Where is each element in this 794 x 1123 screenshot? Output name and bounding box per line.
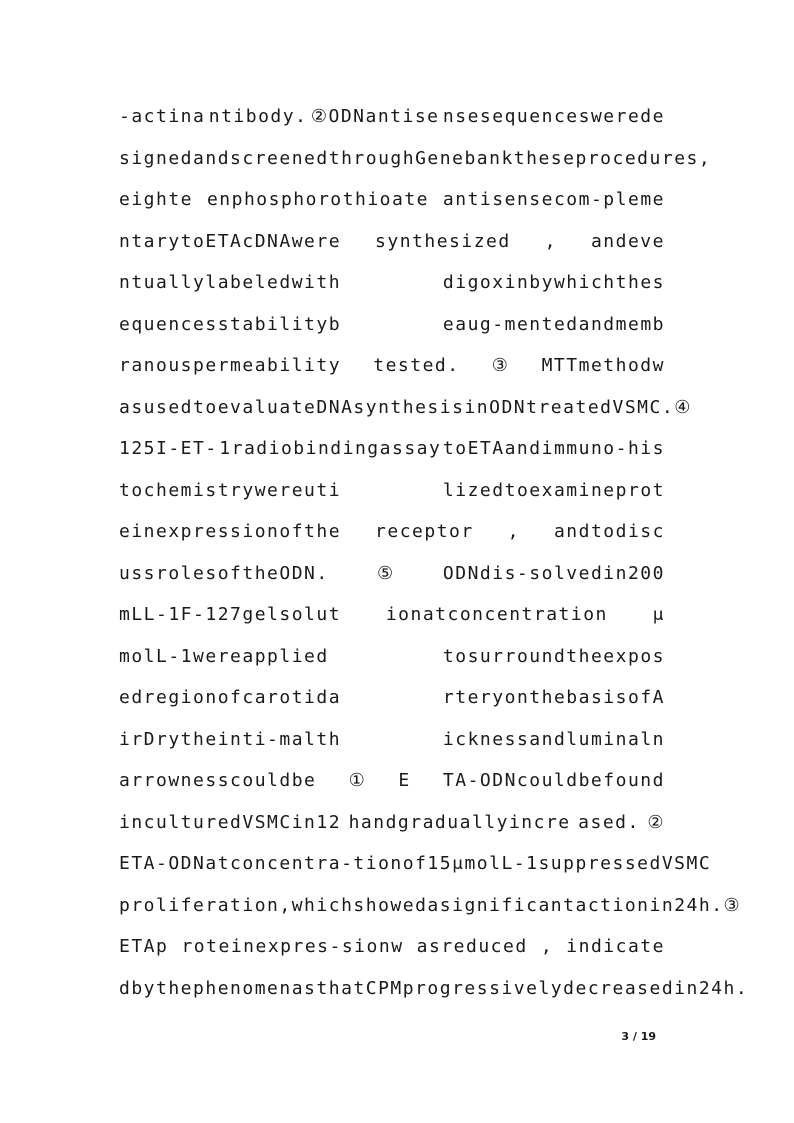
text-segment: irDrytheinti-malth xyxy=(119,728,342,750)
text-segment: receptor xyxy=(375,521,474,543)
text-segment: ④ xyxy=(674,396,692,418)
text-segment: tosurroundtheexpos xyxy=(442,645,665,667)
text-segment: ③ xyxy=(491,355,510,377)
text-segment: inculturedVSMCin12 xyxy=(119,811,342,833)
text-segment: ③ xyxy=(723,894,742,916)
text-segment: tactionin24h. xyxy=(563,894,724,916)
text-segment: molL-1wereapplied xyxy=(119,645,329,667)
text-line xyxy=(119,470,665,512)
text-segment: tested. xyxy=(373,355,460,377)
text-segment: ① xyxy=(348,770,367,792)
text-segment: mLL-1F-127gelsolut xyxy=(119,604,342,626)
text-line xyxy=(119,968,749,1010)
text-segment: eaug-mentedandmemb xyxy=(442,313,665,335)
text-segment: , xyxy=(544,230,558,252)
text-segment: eighte xyxy=(119,189,194,211)
text-line xyxy=(119,96,665,138)
text-segment: TA-ODNcouldbefound xyxy=(442,770,665,792)
page-number: 3 / 19 xyxy=(621,1030,656,1043)
text-segment: arrownesscouldbe xyxy=(119,770,317,792)
text-line xyxy=(119,304,665,346)
text-segment: lizedtoexamineprot xyxy=(442,479,665,501)
text-segment: 1radiobindingassay xyxy=(219,438,442,460)
text-segment: hroughGenebankthes xyxy=(341,147,564,169)
text-segment: roteinexpres-sionw xyxy=(181,936,404,958)
text-line xyxy=(119,802,665,844)
text-segment: ranouspermeability xyxy=(119,355,342,377)
text-segment: ased. xyxy=(578,811,640,833)
text-line xyxy=(119,719,665,761)
text-segment: , xyxy=(698,147,712,169)
text-segment: hshowedasignifican xyxy=(341,894,564,916)
text-line xyxy=(119,387,692,429)
text-segment: ETAp xyxy=(119,936,169,958)
text-segment: decreasedin24h. xyxy=(563,977,749,999)
text-segment: ⑤ xyxy=(377,562,395,584)
text-segment: ntarytoETAcDNAwere xyxy=(119,230,342,252)
text-segment: synthesized xyxy=(375,230,511,252)
text-segment: andeve xyxy=(590,230,665,252)
text-line xyxy=(119,262,665,304)
text-segment: equencesstabilityb xyxy=(119,313,342,335)
text-segment: ntibody. xyxy=(208,106,308,128)
text-segment: indicate xyxy=(566,936,665,958)
text-segment: , xyxy=(507,521,520,543)
text-line xyxy=(119,760,665,802)
text-line xyxy=(119,677,665,719)
text-line xyxy=(119,926,665,968)
text-segment: signedandscreenedt xyxy=(119,147,342,169)
text-segment: lL-1suppressedVSMC xyxy=(489,853,712,875)
text-line xyxy=(119,636,665,678)
text-segment: toETAandimmuno-his xyxy=(442,438,665,460)
text-line xyxy=(119,511,665,553)
text-segment: , xyxy=(540,936,554,958)
text-segment: ②ODNantise xyxy=(310,106,440,128)
text-segment: edregionofcarotida xyxy=(119,687,342,709)
text-segment: asreduced xyxy=(416,936,528,958)
text-segment: AsynthesisinODNtre xyxy=(341,396,564,418)
text-segment: eprocedures xyxy=(563,147,699,169)
text-segment: centra-tionof15μmo xyxy=(267,853,490,875)
text-line xyxy=(119,428,665,470)
text-segment: E xyxy=(398,770,411,792)
text-line xyxy=(119,843,712,885)
text-segment: icknessandluminaln xyxy=(442,728,665,750)
text-segment: nsesequenceswerede xyxy=(442,106,665,128)
text-segment: 125I-ET- xyxy=(119,438,218,460)
text-segment: asusedtoevaluateDN xyxy=(119,396,342,418)
text-segment: μ xyxy=(652,604,665,626)
text-segment: ionatconcentration xyxy=(385,604,608,626)
text-segment: andtodisc xyxy=(553,521,665,543)
text-segment: einexpressionofthe xyxy=(119,521,342,543)
text-segment: rteryonthebasisofA xyxy=(442,687,665,709)
text-segment: ETA-ODNatcon xyxy=(119,853,268,875)
text-line xyxy=(119,594,665,636)
text-segment: MTTmethodw xyxy=(541,355,665,377)
text-segment: ntuallylabeledwith xyxy=(119,272,342,294)
text-segment: tochemistrywereuti xyxy=(119,479,342,501)
text-segment: ussrolesoftheODN. xyxy=(119,562,329,584)
body-text xyxy=(119,96,749,1009)
text-segment: dbythephenomenasthatCPMprogressively xyxy=(119,977,564,999)
text-segment: digoxinbywhichthes xyxy=(442,272,665,294)
text-segment: atedVSMC. xyxy=(563,396,675,418)
text-line xyxy=(119,885,742,927)
text-segment: ODNdis-solvedin200 xyxy=(442,562,665,584)
text-segment: ② xyxy=(647,811,665,833)
text-line xyxy=(119,345,665,387)
text-segment: proliferation,whic xyxy=(119,894,342,916)
text-segment: handgraduallyincre xyxy=(348,811,571,833)
text-segment: antisensecom-pleme xyxy=(442,189,665,211)
text-line xyxy=(119,179,665,221)
text-segment: -actina xyxy=(119,106,206,128)
text-line xyxy=(119,553,665,595)
text-line xyxy=(119,138,712,180)
text-line xyxy=(119,221,665,263)
text-segment: enphosphorothioate xyxy=(206,189,430,211)
